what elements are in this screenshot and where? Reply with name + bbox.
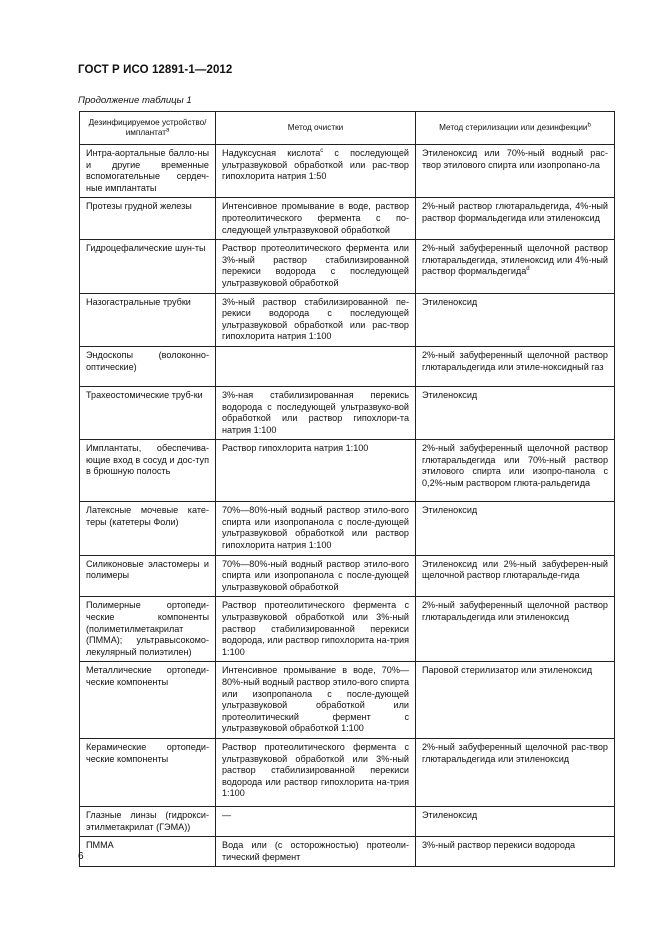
page-number: 6 — [78, 851, 84, 862]
cleaning-cell — [216, 346, 416, 386]
sterilization-cell: 2%-ный забуференный щелочной раствор глютаральдегида или этиленоксид — [416, 597, 615, 662]
cleaning-cell: Интенсивное промывание в воде, 70%—80%-ный водный раствор этило-вого спирта или изопропанола с после-дующей ультразвуковой обработкой или протеолитический фермент с ультразвуковой обработкой 1:100 — [216, 662, 416, 739]
table-row — [80, 555, 615, 597]
header-sterilization: Метод стерилизации или дезинфекции$^b$ — [416, 112, 615, 145]
device-cell: Керамические ортопеди-ческие компоненты — [80, 738, 216, 806]
device-cell: Имплантаты, обеспечива-ющие вход в сосуд и дос-туп в брюшную полость — [80, 440, 216, 502]
sterilization-cell: Этиленоксид или 2%-ный забуферен-ный щелочной раствор глютаральде-гида — [416, 555, 615, 597]
cleaning-cell: — — [216, 806, 416, 836]
cleaning-cell: 70%—80%-ный водный раствор этило-вого спирта или изопропанола с после-дующей ультразвуковой обработкой — [216, 555, 416, 597]
sterilization-cell: 2%-ный забуференный щелочной раствор глютаральдегида, этиленоксид или 4%-ный раствор формальдегида$^d$ — [416, 240, 615, 293]
cleaning-cell: 70%—80%-ный водный раствор этило-вого спирта или изопропанола с после-дующей ультразвуковой обработкой или раствор гипохлорита натрия 1:100 — [216, 502, 416, 555]
sterilization-cell: Этиленоксид — [416, 502, 615, 555]
cleaning-cell: Раствор протеолитического фермента с ультразвуковой обработкой или 3%-ный раствор стабилизированной перекиси водорода, или раствор гипохлорита на-трия 1:100 — [216, 597, 416, 662]
table-row — [80, 806, 615, 836]
cleaning-cell: Вода или (с осторожностью) протеоли-тический фермент — [216, 837, 416, 867]
device-cell: Латексные мочевые кате-теры (катетеры Фоли) — [80, 502, 216, 555]
sterilization-cell: Паровой стерилизатор или этиленоксид — [416, 662, 615, 739]
device-cell: Эндоскопы (волоконно-оптические) — [80, 346, 216, 386]
table-row — [80, 145, 615, 198]
sterilization-cell: 2%-ный забуференный щелочной раствор глютаральдегида или этиле-ноксидный газ — [416, 346, 615, 386]
table-row — [80, 738, 615, 806]
cleaning-cell: 3%-ный раствор стабилизированной пе-рекиси водорода с последующей ультразвуковой обработкой или рас-твор гипохлорита натрия 1:100 — [216, 293, 416, 346]
device-cell: Глазные линзы (гидрокси-этилметакрилат (ГЭМА)) — [80, 806, 216, 836]
sterilization-cell: Этиленоксид или 70%-ный водный рас-твор этилового спирта или изопропано-ла — [416, 145, 615, 198]
device-cell: Силиконовые эластомеры и полимеры — [80, 555, 216, 597]
sterilization-cell: Этиленоксид — [416, 293, 615, 346]
table-row — [80, 386, 615, 439]
sterilization-cell: Этиленоксид — [416, 806, 615, 836]
table-header-row — [80, 112, 615, 145]
document-title: ГОСТ Р ИСО 12891-1—2012 — [78, 64, 233, 76]
header-device: Дезинфицируемое устройство/имплантат$^a$ — [80, 112, 216, 145]
device-cell: Металлические ортопеди-ческие компоненты — [80, 662, 216, 739]
table-row — [80, 198, 615, 240]
header-cleaning: Метод очистки — [216, 112, 416, 145]
table-row — [80, 440, 615, 502]
cleaning-cell: Надуксусная кислота$^с$ с последующей ультразвуковой обработкой или рас-твор гипохлорита натрия 1:50 — [216, 145, 416, 198]
sterilization-cell: Этиленоксид — [416, 386, 615, 439]
cleaning-cell: Интенсивное промывание в воде, раствор протеолитического фермента с по-следующей ультразвуковой обработкой — [216, 198, 416, 240]
sterilization-cell: 2%-ный забуференный щелочной раствор глютаральдегида или 70%-ный раствор этилового спирта или изопро-панола с 0,2%-ным раствором глюта-ральдегида — [416, 440, 615, 502]
device-cell: Трахеостомические труб-ки — [80, 386, 216, 439]
device-cell: Гидроцефалические шун-ты — [80, 240, 216, 293]
table-row — [80, 293, 615, 346]
table-caption: Продолжение таблицы 1 — [78, 95, 192, 106]
table-row — [80, 597, 615, 662]
cleaning-cell: 3%-ная стабилизированная перекись водорода с последующей ультразвуко-вой обработкой или раствор гипохлори-та натрия 1:100 — [216, 386, 416, 439]
table-row — [80, 502, 615, 555]
sterilization-cell: 2%-ный забуференный щелочной рас-твор глютаральдегида или этиленоксид — [416, 738, 615, 806]
cleaning-cell: Раствор протеолитического фермента или 3%-ный раствор стабилизированной перекиси водорода с последующей ультразвуковой обработкой — [216, 240, 416, 293]
table-row — [80, 240, 615, 293]
table-row — [80, 837, 615, 867]
disinfection-table — [79, 111, 615, 867]
cleaning-cell: Раствор протеолитического фермента с ультразвуковой обработкой или 3%-ный раствор стабилизированной перекиси водорода или раствор гипохлорита на-трия 1:100 — [216, 738, 416, 806]
device-cell: Интра-аортальные балло-ны и другие временные вспомогательные сердеч-ные имплантаты — [80, 145, 216, 198]
device-cell: Полимерные ортопеди-ческие компоненты (полиметилметакрилат (ПММА); ультравысокомо-лекулярный полиэтилен) — [80, 597, 216, 662]
cleaning-cell: Раствор гипохлорита натрия 1:100 — [216, 440, 416, 502]
device-cell: ПММА — [80, 837, 216, 867]
table-body — [80, 145, 615, 867]
table-row — [80, 662, 615, 739]
sterilization-cell: 3%-ный раствор перекиси водорода — [416, 837, 615, 867]
device-cell: Протезы грудной железы — [80, 198, 216, 240]
device-cell: Назогастральные трубки — [80, 293, 216, 346]
sterilization-cell: 2%-ный раствор глютаральдегида, 4%-ный раствор формальдегида или этиленоксид — [416, 198, 615, 240]
table-row — [80, 346, 615, 386]
